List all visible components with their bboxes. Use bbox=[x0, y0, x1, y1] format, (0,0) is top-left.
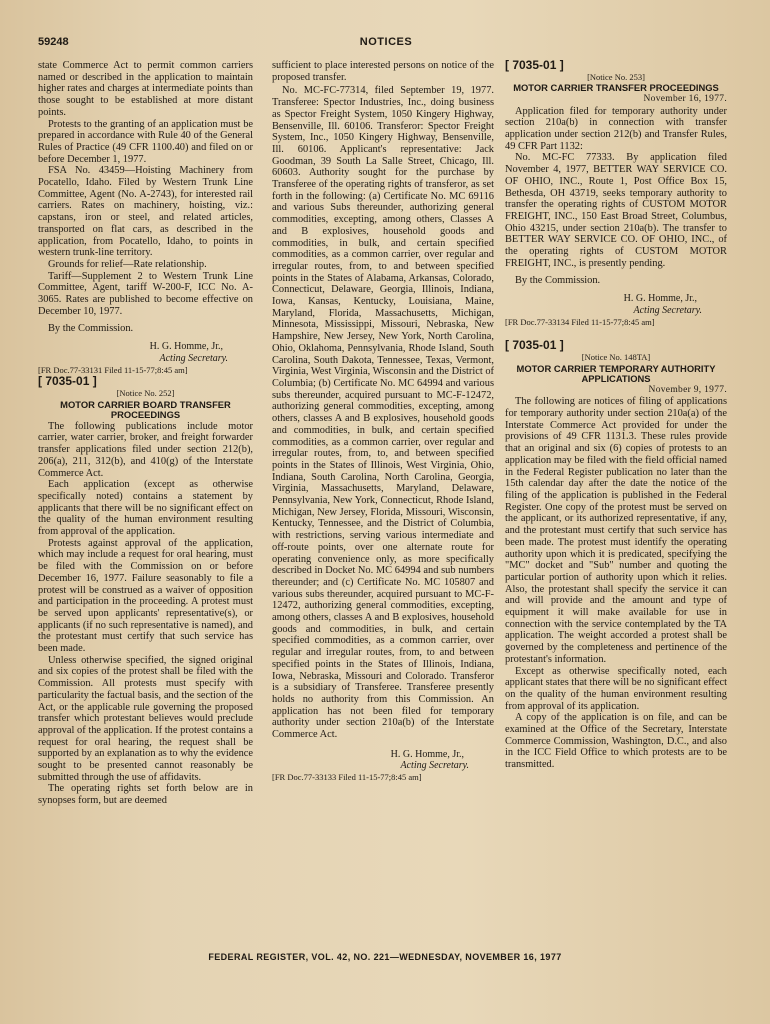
notice-date: November 9, 1977. bbox=[648, 384, 727, 395]
section-title: MOTOR CARRIER TEMPORARY AUTHORITY APPLICATIONS bbox=[516, 362, 716, 385]
paragraph: Protests against approval of the application, which may include a request for oral hearing, must be filed with the Commission on or before December 16, 1977. Failure seasonably to file a protest will be construed as a waiver of opposition and participation in the proceeding. A protest must be served upon applicants' representative(s), or applicants (if no such representative is named), and the protestant must certify that such service has been made. bbox=[38, 537, 253, 655]
fr-doc-line: [FR Doc.77-33134 Filed 11-15-77;8:45 am] bbox=[505, 316, 655, 327]
signature-title: Acting Secretary. bbox=[633, 304, 702, 316]
notice-number: [Notice No. 252] bbox=[116, 387, 175, 398]
signature-title: Acting Secretary. bbox=[159, 352, 228, 364]
paragraph: A copy of the application is on file, and can be examined at the Office of the Secretary, Interstate Commerce Commission, Washington, D.C., and also in the ICC Field Office to which protests are to be transmitted. bbox=[505, 712, 727, 771]
paragraph: FSA No. 43459—Hoisting Machinery from Pocatello, Idaho. Filed by Western Trunk Line Committee, Agent (No. A-2743), for interested rail carriers. Rates on machinery, hoisting, viz.: capstans, iron or steel, and related articles, transported on flat cars, as described in the application, from Pocatello, Idaho, to points in western trunk-line territory. bbox=[38, 165, 253, 259]
docket-number: [ 7035-01 ] bbox=[505, 338, 564, 353]
paragraph: Tariff—Supplement 2 to Western Trunk Line Committee, Agent, tariff W-200-F, ICC No. A-3065. Rates are published to become effective on December 10, 1977. bbox=[38, 270, 253, 317]
docket-number: [ 7035-01 ] bbox=[505, 58, 564, 72]
signature-name: H. G. Homme, Jr., bbox=[390, 748, 464, 760]
notice-number: [Notice No. 253] bbox=[587, 71, 645, 82]
paragraph: Except as otherwise specifically noted, each applicant states that there will be no significant effect on the quality of the human environment resulting from approval of its application. bbox=[505, 665, 727, 712]
paragraph: No. MC-FC 77333. By application filed November 4, 1977, BETTER WAY SERVICE CO. OF OHIO, INC., Route 1, Post Office Box 15, Bethesda, OH 43719, seeks temporary authority to transfer the operating rights of CUSTOM MOTOR FREIGHT, INC., 150 East Broad Street, Columbus, Ohio 43215, under section 210a(b). The transfer to BETTER WAY SERVICE CO. OF OHIO, INC., of the operating rights of CUSTOM MOTOR FREIGHT, INC., is presently pending. bbox=[505, 152, 727, 269]
column-middle bbox=[272, 60, 494, 784]
fr-doc-line: [FR Doc.77-33131 Filed 11-15-77;8:45 am] bbox=[38, 364, 188, 375]
signature-title: Acting Secretary. bbox=[400, 760, 469, 772]
paragraph: By the Commission. bbox=[515, 275, 601, 287]
signature-name: H. G. Homme, Jr., bbox=[623, 293, 697, 305]
notice-date: November 16, 1977. bbox=[643, 93, 727, 104]
paragraph: No. MC-FC-77314, filed September 19, 1977. Transferee: Spector Industries, Inc., doing business as Spector Freight System, 1050 Kingery Highway, Bensenville, Ill. 60106. Transferor: Spector Freight System, Inc., 1050 Kingery Highway, Bensenville, Ill. 60106. Applicant's representative: Jack Goodman, 39 South La Salle Street, Chicago, Ill. 60603. Authority sought for the purchase by Transferee of the operating rights of transferor, as set forth in the following: (a) Certificate No. MC 69116 and various Subs thereunder, authorizing general commodities, excepting, among others, Classes A and B explosives, household goods and commodities, in bulk, and certain specified commodities, as a common carrier, over regular and irregular routes, from, to and between specified points in the States of Alabama, Arkansas, Colorado, Connecticut, Delaware, Georgia, Illinois, Indiana, Iowa, Kansas, Kentucky, Louisiana, Maine, Maryland, Florida, Massachusetts, Michigan, Minnesota, Mississippi, Missouri, Nebraska, New Hampshire, New Jersey, New York, North Carolina, Ohio, Oklahoma, Pennsylvania, Rhode Island, South Carolina, South Dakota, Tennessee, Texas, Vermont, Virginia, West Virginia, Wisconsin and the District of Columbia; (b) Certificate No. MC 64994 and various subs thereunder, acquired pursuant to MC-F-12472, authorizing general commodities, excepting, among others, classes A and B explosives, household goods and commodities, in bulk, and certain specified commodities, as a common carrier, over regular and irregular routes, from, to, and between specified points in the States of Illinois, West Virginia, Ohio, Indiana, South Carolina, North Carolina, Georgia, Virginia, Massachusetts, Maryland, Delaware, Pennsylvania, New York, Connecticut, Rhode Island, Michigan, New Jersey, Florida, Missouri, Wisconsin, Kentucky, Tennessee, and the District of Columbia, with restrictions, serving various intermediate and off-route points, over one alternate route for operating convenience only, as more specifically described in Docket No. MC 64994 and sub numbers thereunder; and (c) Certificate No. MC 105807 and various subs thereunder, acquired pursuant to MC-F-12472, authorizing general commodities, excepting, among others, classes A and B explosives, household goods and commodities, in bulk, and certain specified commodities, as a common carrier, over regular and irregular routes, from, to and between specified points in the States of Illinois, Indiana, Iowa, Nebraska, Missouri and Colorado. Transferor is a subsidiary of Transferee. Transferee presently holds no authority from this Commission. An application has not been filed for temporary authority under section 210a(b) of the Interstate Commerce Act. bbox=[272, 85, 494, 741]
paragraph: Unless otherwise specified, the signed original and six copies of the protest shall be filed with the Commission. All protests must specify with particularity the factual basis, and the section of the Act, or the applicable rule governing the proposed transfer which protestant believes would preclude approval of the application. If the protest contains a request for oral hearing, the request shall be supported by an explanation as to why the evidence sought to be presented cannot reasonably be submitted through the use of affidavits. bbox=[38, 654, 253, 783]
paragraph: Each application (except as otherwise specifically noted) contains a statement by applicants that there will be no significant effect on the quality of the human environment resulting from approval of the application. bbox=[38, 479, 253, 538]
paragraph: The following publications include motor carrier, water carrier, broker, and freight forwarder transfer applications filed under section 212(b), 206(a), 211, 312(b), and 410(g) of the Interstate Commerce Act. bbox=[38, 420, 253, 479]
column-left bbox=[38, 60, 253, 807]
page-header bbox=[38, 36, 734, 52]
page-number: 59248 bbox=[38, 36, 69, 48]
signature-name: H. G. Homme, Jr., bbox=[149, 341, 223, 353]
paragraph: Protests to the granting of an application must be prepared in accordance with Rule 40 of the General Rules of Practice (49 CFR 1100.40) and filed on or before December 1, 1977. bbox=[38, 118, 253, 165]
paragraph: sufficient to place interested persons on notice of the proposed transfer. bbox=[272, 60, 494, 83]
section-title: MOTOR CARRIER TRANSFER PROCEEDINGS bbox=[513, 82, 719, 94]
section-title: MOTOR CARRIER BOARD TRANSFER PROCEEDINGS bbox=[60, 398, 231, 421]
paragraph: The operating rights set forth below are in synopses form, but are deemed bbox=[38, 783, 253, 807]
paragraph: Application filed for temporary authority under section 210a(b) in connection with transfer application under section 212(b) and Transfer Rules, 49 CFR Part 1132: bbox=[505, 105, 727, 152]
docket-number: [ 7035-01 ] bbox=[38, 374, 97, 389]
column-right bbox=[505, 60, 727, 771]
paragraph: The following are notices of filing of applications for temporary authority under section 210a(a) of the Interstate Commerce Act provided for under the provisions of 49 CFR 1131.3. These rules provide that an original and six (6) copies of protests to an application may be filed with the field official named in the Federal Register publication no later than the 15th calendar day after the date the notice of the filing of the application is published in the Federal Register. One copy of the protest must be served on the applicant, or its authorized representative, if any, and the protestant must certify that such service has been made. The protest must identify the operating authority upon which it is predicated, specifying the "MC" docket and "Sub" number and quoting the particular portion of authority upon which it relies. Also, the protestant shall specify the service it can and will provide and the amount and type of equipment it will make available for use in connection with the service contemplated by the TA application. The weight accorded a protest shall be governed by the completeness and pertinence of the protestant's information. bbox=[505, 396, 727, 665]
paragraph: state Commerce Act to permit common carriers named or described in the application to maintain higher rates and charges at intermediate points than those sought to be established at more distant points. bbox=[38, 60, 253, 118]
paragraph: Grounds for relief—Rate relationship. bbox=[48, 258, 207, 270]
paragraph: By the Commission. bbox=[48, 323, 134, 335]
fr-doc-line: [FR Doc.77-33133 Filed 11-15-77;8:45 am] bbox=[272, 772, 422, 783]
running-title: NOTICES bbox=[359, 36, 413, 48]
page-footer: FEDERAL REGISTER, VOL. 42, NO. 221—WEDNESDAY, NOVEMBER 16, 1977 bbox=[208, 952, 562, 962]
notice-number: [Notice No. 148TA] bbox=[581, 351, 651, 362]
